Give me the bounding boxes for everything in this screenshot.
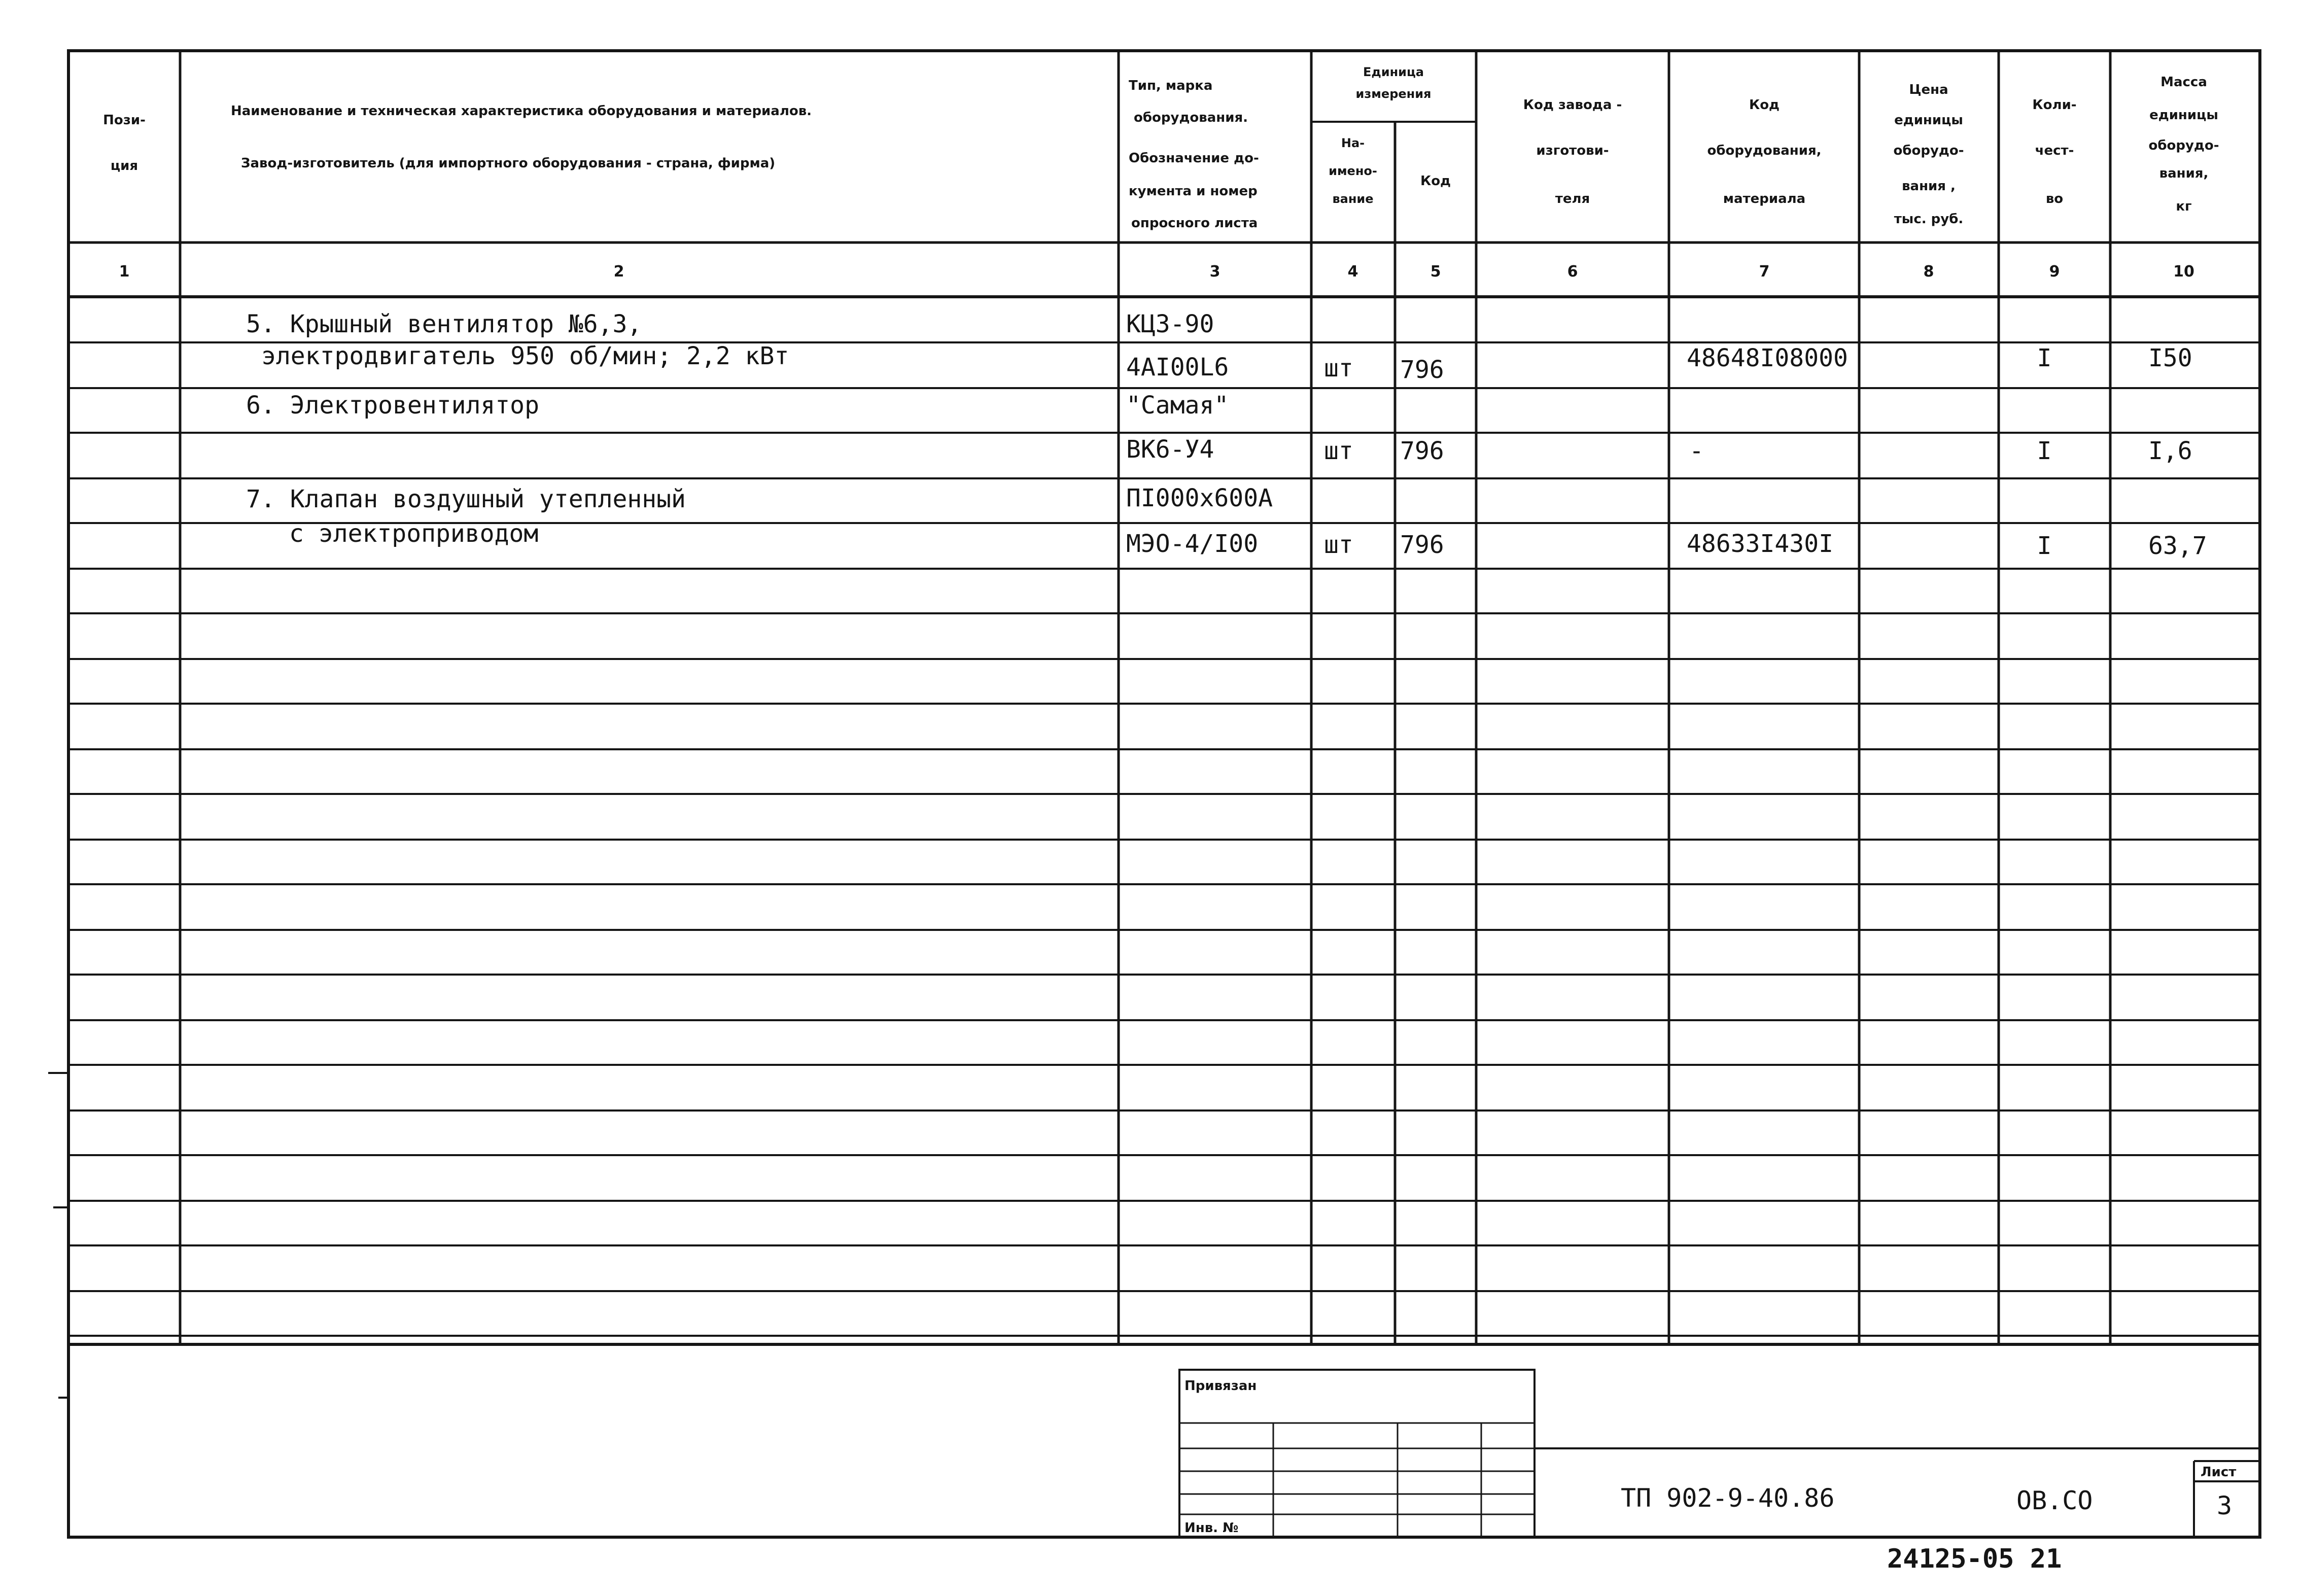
header-col4-line1: На- (1341, 136, 1365, 150)
column-number-9: 9 (2049, 263, 2060, 281)
header-col8-line3: оборудо- (1893, 143, 1964, 158)
header-col10-line5: кг (2176, 199, 2192, 214)
header-col7-line3: материала (1723, 191, 1806, 206)
row4-mass: I,6 (2148, 437, 2192, 465)
row6-unit: шт (1324, 531, 1353, 559)
header-col6-line1: Код завода - (1523, 97, 1622, 113)
header-col6-line3: теля (1555, 191, 1590, 206)
header-col8-line1: Цена (1909, 82, 1948, 97)
row2-qty: I (2037, 344, 2052, 372)
row4-unit: шт (1324, 437, 1353, 465)
column-number-5: 5 (1430, 263, 1441, 281)
row5-type: ПI000х600А (1126, 484, 1273, 512)
header-unit-group-line2: измерения (1355, 87, 1432, 101)
column-number-10: 10 (2173, 263, 2194, 281)
column-number-2: 2 (613, 263, 624, 281)
column-number-3: 3 (1209, 263, 1221, 281)
column-number-7: 7 (1759, 263, 1770, 281)
row5-name: 7. Клапан воздушный утепленный (246, 485, 686, 513)
row6-type: МЭО-4/I00 (1126, 530, 1259, 558)
row2-mass: I50 (2148, 344, 2192, 372)
header-col10-line4: вания, (2159, 166, 2209, 181)
row1-type: КЦ3-90 (1126, 310, 1214, 338)
header-col8-line2: единицы (1894, 113, 1963, 128)
header-col3-line3: Обозначение до- (1129, 151, 1259, 166)
header-col7-line2: оборудования, (1707, 143, 1822, 158)
header-col10-line2: единицы (2149, 108, 2218, 123)
header-col3-line2: оборудования. (1134, 110, 1248, 125)
header-col9-line2: чест- (2035, 143, 2074, 158)
row6-code: 796 (1400, 531, 1444, 559)
header-col7-line1: Код (1749, 97, 1780, 113)
row6-mass: 63,7 (2148, 532, 2207, 560)
column-number-6: 6 (1567, 263, 1578, 281)
document-code: ОВ.СО (2016, 1486, 2093, 1515)
row4-type: ВК6-У4 (1126, 435, 1214, 464)
row3-name: 6. Электровентилятор (246, 391, 539, 420)
column-number-4: 4 (1347, 263, 1358, 281)
header-col10-line3: оборудо- (2148, 138, 2219, 153)
header-col4-line2: имено- (1329, 164, 1377, 178)
header-col10-line1: Масса (2160, 75, 2207, 90)
row6-qty: I (2037, 532, 2052, 560)
stamp-label-inventory: Инв. № (1184, 1520, 1239, 1536)
column-number-8: 8 (1923, 263, 1934, 281)
header-col8-line5: тыс. руб. (1894, 212, 1964, 227)
row3-type: "Самая" (1126, 391, 1229, 420)
header-unit-group-line1: Единица (1363, 65, 1424, 79)
column-number-1: 1 (119, 263, 130, 281)
row2-code: 796 (1400, 356, 1444, 384)
row6-equip: 48633I430I (1687, 530, 1833, 558)
row2-unit: шт (1324, 354, 1353, 383)
row6-name: с электроприводом (289, 519, 539, 548)
header-col1-line1: Пози- (103, 113, 146, 128)
row1-name: 5. Крышный вентилятор №6,3, (246, 310, 642, 338)
header-col4-line3: вание (1332, 192, 1374, 206)
table-text (103, 65, 2236, 1574)
row4-code: 796 (1400, 437, 1444, 465)
row4-qty: I (2037, 437, 2052, 465)
header-col5-line1: Код (1420, 174, 1451, 189)
sheet-label: Лист (2201, 1465, 2237, 1480)
header-col9-line3: во (2045, 191, 2064, 206)
header-col3-line1: Тип, марка (1129, 78, 1213, 93)
header-col6-line2: изготови- (1536, 143, 1609, 158)
header-col2-line2: Завод-изготовитель (для импортного оборудования - страна, фирма) (241, 156, 776, 171)
header-col2-line1: Наименование и техническая характеристика оборудования и материалов. (231, 103, 812, 119)
row2-equip: 48648I08000 (1687, 344, 1848, 372)
header-col9-line1: Коли- (2032, 97, 2077, 113)
header-col8-line4: вания , (1902, 179, 1956, 194)
archive-number: 24125-05 21 (1887, 1544, 2062, 1574)
header-col1-line2: ция (110, 158, 138, 174)
header-col3-line5: опросного листа (1131, 216, 1258, 231)
stamp-label-linked: Привязан (1184, 1378, 1257, 1394)
sheet-number: 3 (2216, 1491, 2233, 1520)
row2-name: электродвигатель 950 об/мин; 2,2 кВт (261, 342, 789, 370)
row2-type: 4АI00L6 (1126, 353, 1229, 381)
row4-equip: - (1689, 437, 1704, 465)
document-number: ТП 902-9-40.86 (1621, 1483, 1835, 1513)
header-col3-line4: кумента и номер (1129, 184, 1258, 199)
